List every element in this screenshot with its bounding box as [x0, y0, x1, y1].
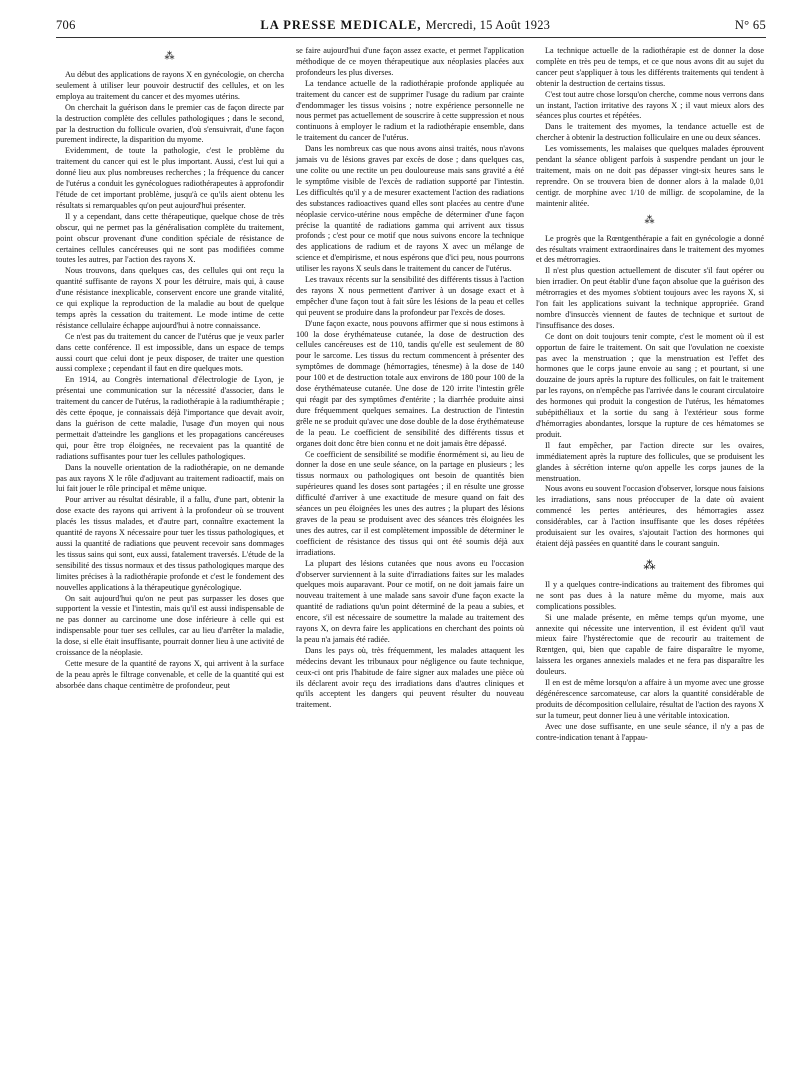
paragraph: Ce n'est pas du traitement du cancer de l'utérus que je veux parler dans cette conférence. Il est impossible, dans un espace de temps aussi court que celui dont je peux disposer, de traiter une question aussi complexe ; cependant il faut en dire quelques mots.: [56, 331, 284, 374]
paragraph: La technique actuelle de la radiothérapie est de donner la dose complète en très peu de temps, et ce que nous avons dit au sujet du cancer peut s'appliquer à tous les différents traitements qui tendent à obtenir la destruction de certains tissus.: [536, 46, 764, 88]
issue-date: Mercredi, 15 Août 1923: [425, 18, 551, 32]
paragraph: Il n'est plus question actuellement de discuter s'il faut opérer ou bien irradier. On peut établir d'une façon absolue que la guérison des métrorragies et des myomes s'obtient toujours avec les rayons X, si l'on fait les applications suivant la technique appropriée. Grand nombre d'insuccès viennent de fautes de technique et surtout de l'insuffisance des doses.: [536, 266, 764, 330]
paragraph: La plupart des lésions cutanées que nous avons eu l'occasion d'observer surviennent à la suite d'irradiations faites sur les malades quelques mois auparavant. Pour ce motif, on ne doit jamais faire un nouveau traitement à une malade sans savoir d'une façon exacte la quantité de radiations qu'un point déterminé de la peau a subies, et encore, s'il est nécessaire de soumettre la malade au traitement des rayons X, on devra faire les applications en cherchant des points où la peau n'a jamais été radiée.: [296, 558, 524, 644]
paragraph: Le progrès que la Rœntgenthérapie a fait en gynécologie a donné des résultats vraiment extraordinaires dans le traitement des myomes et des métrorragies.: [536, 233, 764, 265]
journal-title: [260, 18, 550, 33]
column-1: [56, 46, 284, 743]
paragraph: D'une façon exacte, nous pouvons affirmer que si nous estimons à 100 la dose érythémateuse cutanée, la dose de destruction des cellules cancéreuses est de 110, tandis qu'elle est seulement de 80 pour le sarcome. Les tissus du rectum commencent à présenter des symptômes de dommage (hémorragies, ténesme) à la dose de 140 pour 100 et de destruction totale aux environs de 180 pour 100 de la dose érythémateuse cutanée. Une dose de 120 irrite l'intestin grêle qui réagit par des symptômes d'entérite ; la diarrhée produite ainsi dure fréquemment quelques semaines. La destruction de l'intestin grêle ne se produit qu'avec une dose double de la dose érythémateuse de la peau. Le coefficient de sensibilité des différents tissus et organes doit donc être bien connu et ne doit jamais être dépassé.: [296, 318, 524, 448]
paragraph: Si une malade présente, en même temps qu'un myome, une annexite qui nécessite une intervention, il est évident qu'il vaut mieux faire l'hystérectomie que de recourir au traitement de Rœntgen, qui, bien que capable de faire disparaître le myome, laissera les organes annexiels malades et ne fera pas disparaître les douleurs.: [536, 612, 764, 677]
journal-name: LA PRESSE MEDICALE,: [260, 18, 422, 32]
paragraph: Les travaux récents sur la sensibilité des différents tissus à l'action des rayons X nous permettent d'arriver à un dosage exact et à empêcher d'une façon tout à fait sûre les lésions de la peau et celles qui peuvent se produire dans la profondeur par l'excès de doses.: [296, 275, 524, 317]
paragraph: Les vomissements, les malaises que quelques malades éprouvent pendant la séance obligent parfois à suspendre pendant un jour le traitement, mais on ne doit pas dépasser vingt-six heures sans le reprendre. On se trouvera bien de donner alors à la malade 0,01 centigr. de morphine avec 1/10 de milligr. de scopolamine, de la maintenir alitée.: [536, 144, 764, 208]
paragraph: Il faut empêcher, par l'action directe sur les ovaires, immédiatement après la rupture des follicules, que se produisent les glandes à sécrétion interne qu'on appelle les corps jaunes de la menstruation.: [536, 440, 764, 483]
paragraph: Nous avons eu souvent l'occasion d'observer, lorsque nous faisions les irradiations, sans nous préoccuper de la date où avaient commencé les pertes antérieures, des hémorragies assez considérables, car à l'action insuffisante que les doses répétées produisaient sur les ovaires, s'ajoutait l'action des hormones qui étaient déjà passées en quantité dans le courant sanguin.: [536, 484, 764, 548]
section-separator: ⁂: [164, 51, 176, 62]
paragraph: Evidemment, de toute la pathologie, c'est le problème du traitement du cancer qui est le plus important. Aussi, c'est lui qui a donné lieu aux plus nombreuses recherches ; la fréquence du cancer de l'utérus a conduit les gynécologues radiothérapeutes à approfondir l'étude de cet important problème, jusqu'à ce qu'ils aient obtenu les résultats si remarquables qu'on peut aujourd'hui présenter.: [56, 146, 284, 210]
text-columns: [56, 46, 766, 743]
paragraph: se faire aujourd'hui d'une façon assez exacte, et permet l'application méthodique de ce moyen thérapeutique aux néoplasies placées aux profondeurs les plus diverses.: [296, 46, 524, 77]
paragraph: Dans les nombreux cas que nous avons ainsi traités, nous n'avons jamais vu de lésions graves par excès de dose ; dans quelques cas, une colite ou une rectite un peu douloureuse mais sans gravité a été le symptôme visible de l'excès de radiation supporté par l'intestin. Les difficultés qu'il y a de mesurer exactement l'action des radiations des substances radioactives quand elles sont placées au centre d'une néoplasie cervico-utérine nous empêche de déterminer d'une façon précise la quantité de radiations gamma qui arrivent aux tissus profonds ; c'est pour ce motif que nous suivons encore la technique des applications de radium et de rayons X avec un mélange de science et d'empirisme, et nous espérons que d'ici peu, nous pourrons utiliser les rayons X seuls dans le traitement du cancer de l'utérus.: [296, 144, 524, 274]
issue-number: N° 65: [734, 18, 766, 32]
paragraph: Ce coefficient de sensibilité se modifie énormément si, au lieu de donner la dose en une seule séance, on la partage en plusieurs ; les tissus normaux ou pathologiques ont besoin de quantités bien supérieures quand les doses sont partagées ; il en résulte une grosse difficulté d'arriver à une exactitude de mesure quand on fait des séances un peu éloignées les unes des autres ; la plupart des lésions graves de la peau se produisent avec des séances très éloignées les unes des autres, car il est complètement impossible de déterminer le coefficient de résistance des tissus qui ont été soumis déjà aux irradiations.: [296, 449, 524, 557]
paragraph: Il en est de même lorsqu'on a affaire à un myome avec une grosse dégénérescence sarcomateuse, car alors la quantité considérable de produits de décomposition cellulaire, résultat de l'action des rayons X sur la tumeur, peut donner lieu à une véritable intoxication.: [536, 678, 764, 720]
paragraph: En 1914, au Congrès international d'électrologie de Lyon, je présentai une communication sur la nécessité d'associer, dans le traitement du cancer de l'utérus, la radiothérapie à la radiumthérapie ; dès cette époque, je connaissais déjà l'importance que devait avoir, dans la guérison de cette maladie, l'usage d'un moyen qui nous permettait d'atteindre les ganglions et les propagations cancéreuses qui, pour être trop éloignées, ne recevaient pas la quantité de radiations suffisantes pour tuer les cellules pathologiques.: [56, 375, 284, 461]
paragraph: On cherchait la guérison dans le premier cas de façon directe par la destruction complète des cellules pathologiques ; dans le second, par la destruction du follicule ovarien, d'où s'ensuivrait, d'une façon purement indirecte, la disparition du myome.: [56, 102, 284, 145]
paragraph: Avec une dose suffisante, en une seule séance, il n'y a pas de contre-indication tenant à l'appau-: [536, 721, 764, 742]
paragraph: Dans les pays où, très fréquemment, les malades attaquent les médecins devant les tribunaux pour négligence ou faute technique, ceux-ci ont pris l'habitude de faire signer aux malades une pièce où ils déclarent avoir reçu des irradiations dans d'autres cliniques et qu'ils acceptent les dangers qui peuvent résulter du nouveau traitement.: [296, 645, 524, 710]
paragraph: Dans le traitement des myomes, la tendance actuelle est de chercher à obtenir la destruction folliculaire en une ou deux séances.: [536, 122, 764, 143]
paragraph: La tendance actuelle de la radiothérapie profonde appliquée au traitement du cancer est de supprimer l'usage du radium par crainte d'endommager les tissus voisins ; notre expérience personnelle ne nous permet pas actuellement de souscrire à cette suppression et nous continuons à employer le radium et la radiothérapie ensemble, dans le traitement du cancer de l'utérus.: [296, 78, 524, 143]
paragraph: Ce dont on doit toujours tenir compte, c'est le moment où il est opportun de faire le traitement. On sait que l'ovulation ne coexiste pas avec la menstruation ; que la menstruation est l'effet des hormones que le corps jaune envoie au sang ; et pourtant, si une douzaine de jours après la rupture des follicules, on fait le traitement par les rayons, on n'empêche pas l'arrivée dans le courant circulatoire des hormones qui produit la congestion de l'utérus, les hématomes subépithéliaux et la sortie du sang à l'extérieur sous forme d'hémorragies abondantes, lorsque la rupture de ces hématomes se produit.: [536, 331, 764, 439]
paragraph: On sait aujourd'hui qu'on ne peut pas surpasser les doses que supportent la vessie et l'intestin, mais qu'il est aussi indispensable de ne pas donner au carcinome une dose inférieure à celle qui est indispensable pour tuer ses cellules, car au lieu d'arrêter la maladie, la dose, si elle était insuffisante, pourrait donner lieu à une activité de croissance de la néoplasie.: [56, 593, 284, 658]
paragraph: Au début des applications de rayons X en gynécologie, on chercha seulement à utiliser leur pouvoir destructif des cellules, et on les employa au traitement du cancer et des myomes utérins.: [56, 70, 284, 101]
paragraph: Nous trouvons, dans quelques cas, des cellules qui ont reçu la quantité suffisante de rayons X pour les détruire, mais qui, à cause d'une résistance inexplicable, conservent encore une grande vitalité, ce qui explique la reproduction de la maladie au bout de quelque temps après la cessation du traitement. Le mode intime de cette résistance cellulaire échappe aujourd'hui à notre connaissance.: [56, 266, 284, 330]
column-3: [536, 46, 764, 743]
paragraph: Pour arriver au résultat désirable, il a fallu, d'une part, obtenir la dose exacte des rayons qui arrivent à la profondeur où se trouvent placés les tissus malades, et d'autre part, connaître exactement la quantité de rayons X nécessaire pour tuer les tissus pathologiques, et aussi la quantité de radiations que peuvent recevoir sans dommages les tissus sains qui sont, eux aussi, fatalement traversés. L'étude de la sensibilité des tissus normaux et des tissus pathologiques marque des limites précises à la radiothérapie profonde et c'est le fondement des nouvelles applications à la thérapeutique gynécologique.: [56, 495, 284, 592]
column-2: [296, 46, 524, 743]
paragraph: Il y a cependant, dans cette thérapeutique, quelque chose de très obscur, qui ne permet pas la généralisation complète du traitement, point obscur provenant d'une condition spéciale de résistance de certaines cellules cancéreuses qui ne sont pas modifiées comme toutes les autres, par l'action des rayons X.: [56, 211, 284, 265]
section-separator: ⁂: [643, 557, 657, 572]
page-header: [56, 18, 766, 38]
paragraph: Il y a quelques contre-indications au traitement des fibromes qui ne sont pas dues à la nature même du myome, mais aux complications possibles.: [536, 579, 764, 611]
paragraph: Cette mesure de la quantité de rayons X, qui arrivent à la surface de la peau après le filtrage convenable, et celle de la quantité qui est absorbée dans chaque centimètre de profondeur, peut: [56, 658, 284, 690]
paragraph: C'est tout autre chose lorsqu'on cherche, comme nous verrons dans un instant, l'action irritative des rayons X ; il vaut mieux alors des séances plus courtes et répétées.: [536, 89, 764, 121]
paragraph: Dans la nouvelle orientation de la radiothérapie, on ne demande pas aux rayons X le rôle d'adjuvant au traitement radioactif, mais on lui fait jouer le rôle principal et même unique.: [56, 462, 284, 494]
section-separator: ⁂: [644, 214, 656, 226]
page-number: 706: [56, 18, 76, 32]
